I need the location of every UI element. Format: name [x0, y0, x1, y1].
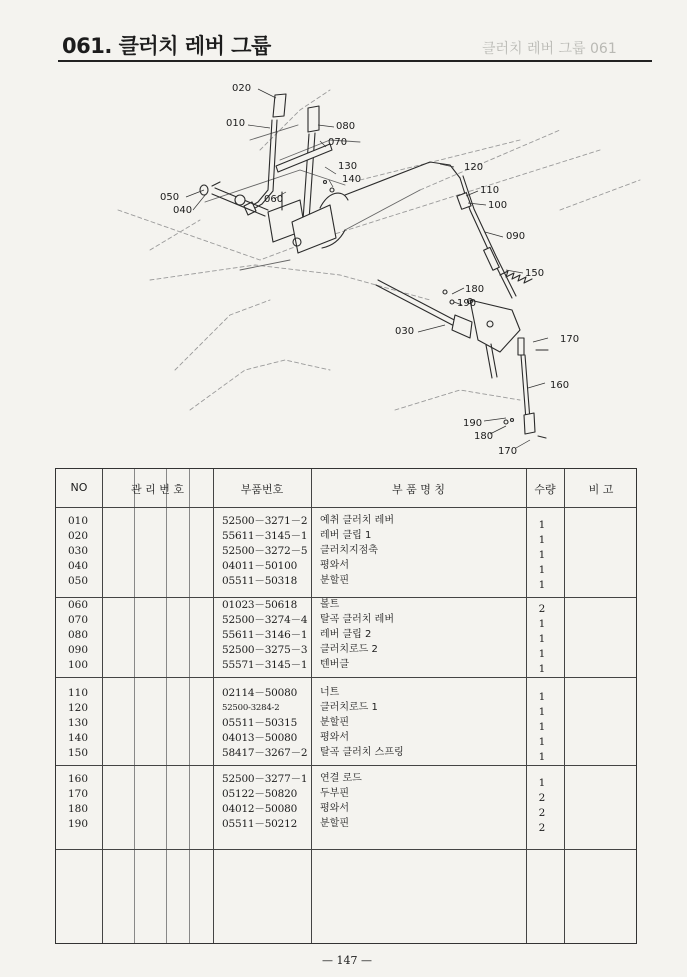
callout-170b: 170	[498, 446, 518, 457]
cell-part-name: 클러치지점축	[320, 545, 378, 556]
table-row	[56, 816, 636, 832]
cell-no: 100	[68, 659, 89, 671]
cell-qty: 1	[538, 751, 546, 763]
cell-qty: 1	[538, 579, 546, 591]
table-row	[56, 528, 636, 544]
cell-part-name: 평와서	[320, 560, 349, 571]
table-row	[56, 543, 636, 559]
cell-part-name: 평와서	[320, 732, 349, 743]
cell-qty: 1	[538, 777, 546, 789]
cell-qty: 1	[538, 721, 546, 733]
cell-part-name: 분할핀	[320, 717, 349, 728]
table-row	[56, 558, 636, 574]
table-row	[56, 612, 636, 628]
cell-part-name: 클러치로드 2	[320, 644, 378, 655]
cell-qty: 1	[538, 519, 546, 531]
cell-qty: 1	[538, 534, 546, 546]
table-row	[56, 745, 636, 761]
cell-no: 030	[68, 545, 89, 557]
callout-010: 010	[226, 118, 246, 129]
callout-080: 080	[336, 121, 356, 132]
cell-part-no: 55571－3145－1	[222, 659, 308, 671]
clutch-rod	[345, 162, 516, 298]
header-rule	[56, 507, 636, 508]
callout-120: 120	[464, 162, 484, 173]
cell-qty: 2	[538, 807, 546, 819]
callout-030: 030	[395, 326, 415, 337]
cell-part-name: 분할핀	[320, 575, 349, 586]
cell-part-no: 01023－50618	[222, 599, 298, 611]
callout-040: 040	[173, 205, 193, 216]
cell-part-name: 탈곡 클러치 스프링	[320, 747, 404, 758]
group-rule	[56, 849, 636, 850]
parts-diagram	[0, 70, 687, 470]
cell-part-no: 05511－50315	[222, 717, 298, 729]
cell-qty: 1	[538, 549, 546, 561]
cell-part-no: 04013－50080	[222, 732, 298, 744]
table-row	[56, 597, 636, 613]
callout-090: 090	[506, 231, 526, 242]
cell-part-no: 04012－50080	[222, 803, 298, 815]
group-rule	[56, 765, 636, 766]
page-number: — 147 —	[322, 954, 372, 967]
clutch-fulcrum-shaft	[376, 280, 472, 338]
table-row	[56, 513, 636, 529]
cell-part-name: 레버 클립 2	[320, 629, 372, 640]
cell-part-no: 04011－50100	[222, 560, 298, 572]
cell-part-name: 텐버클	[320, 659, 349, 670]
cell-qty: 2	[538, 603, 546, 615]
cell-part-no: 52500－3274－4	[222, 614, 308, 626]
callout-110: 110	[480, 185, 500, 196]
cell-no: 120	[68, 702, 89, 714]
cell-no: 090	[68, 644, 89, 656]
callout-150: 150	[525, 268, 545, 279]
cell-no: 040	[68, 560, 89, 572]
callout-190b: 190	[463, 418, 483, 429]
cell-part-no: 52500-3284-2	[222, 703, 280, 713]
cell-no: 070	[68, 614, 89, 626]
cell-qty: 1	[538, 663, 546, 675]
callout-180: 180	[465, 284, 485, 295]
cell-no: 060	[68, 599, 89, 611]
title-rule	[58, 60, 652, 62]
callout-020: 020	[232, 83, 252, 94]
table-row	[56, 573, 636, 589]
cell-no: 130	[68, 717, 89, 729]
table-row	[56, 642, 636, 658]
cell-part-no: 52500－3272－5	[222, 545, 308, 557]
cell-part-name: 예취 클러치 레버	[320, 515, 394, 526]
header-management-no: 관 리 번 호	[131, 483, 184, 496]
cell-qty: 1	[538, 691, 546, 703]
table-row	[56, 771, 636, 787]
callout-190: 190	[457, 298, 477, 309]
parts-table	[55, 468, 637, 944]
cell-qty: 1	[538, 706, 546, 718]
machine-outline	[118, 90, 640, 410]
cell-part-no: 55611－3145－1	[222, 530, 308, 542]
table-row	[56, 730, 636, 746]
cell-part-no: 05122－50820	[222, 788, 298, 800]
callout-140: 140	[342, 174, 362, 185]
page-title: 061. 클러치 레버 그룹	[62, 34, 271, 58]
cell-part-no: 52500－3271－2	[222, 515, 308, 527]
cell-no: 010	[68, 515, 89, 527]
cell-qty: 1	[538, 648, 546, 660]
cell-part-name: 볼트	[320, 599, 340, 610]
table-row	[56, 627, 636, 643]
cell-no: 150	[68, 747, 89, 759]
cell-part-no: 02114－50080	[222, 687, 298, 699]
cell-part-no: 58417－3267－2	[222, 747, 308, 759]
cell-part-name: 레버 클립 1	[320, 530, 372, 541]
callout-180b: 180	[474, 431, 494, 442]
cell-no: 190	[68, 818, 89, 830]
cell-qty: 2	[538, 822, 546, 834]
cell-qty: 1	[538, 633, 546, 645]
cell-part-no: 52500－3277－1	[222, 773, 308, 785]
cell-qty: 1	[538, 564, 546, 576]
cell-part-no: 55611－3146－1	[222, 629, 308, 641]
callout-100: 100	[488, 200, 508, 211]
header-part-no: 부품번호	[240, 483, 284, 496]
group-rule	[56, 677, 636, 678]
cell-qty: 2	[538, 792, 546, 804]
cell-part-name: 연결 로드	[320, 773, 362, 784]
bell-crank	[468, 299, 521, 379]
callout-130: 130	[338, 161, 358, 172]
cell-part-name: 탈곡 클러치 레버	[320, 614, 394, 625]
table-row	[56, 801, 636, 817]
lever-070	[303, 106, 319, 220]
header-qty: 수량	[534, 483, 556, 496]
cell-qty: 1	[538, 618, 546, 630]
callout-160: 160	[550, 380, 570, 391]
cell-no: 140	[68, 732, 89, 744]
header-part-name: 부 품 명 칭	[392, 483, 445, 496]
callout-050: 050	[160, 192, 180, 203]
cell-qty: 1	[538, 736, 546, 748]
cell-no: 170	[68, 788, 89, 800]
table-row	[56, 715, 636, 731]
cell-no: 020	[68, 530, 89, 542]
table-row	[56, 657, 636, 673]
cell-part-name: 너트	[320, 687, 340, 698]
cell-no: 050	[68, 575, 89, 587]
bleed-through-title: 클러치 레버 그룹 061	[482, 41, 617, 57]
header-remarks: 비 고	[588, 483, 614, 496]
table-row	[56, 700, 636, 716]
cell-no: 160	[68, 773, 89, 785]
cell-part-name: 클러치로드 1	[320, 702, 378, 713]
cell-no: 180	[68, 803, 89, 815]
cell-part-no: 52500－3275－3	[222, 644, 308, 656]
callout-170: 170	[560, 334, 580, 345]
cell-no: 080	[68, 629, 89, 641]
table-row	[56, 685, 636, 701]
cell-part-name: 분할핀	[320, 818, 349, 829]
callout-070: 070	[328, 137, 348, 148]
cell-part-no: 05511－50318	[222, 575, 298, 587]
cell-part-name: 두부핀	[320, 788, 349, 799]
callout-060: 060	[264, 194, 284, 205]
cell-part-no: 05511－50212	[222, 818, 298, 830]
cell-part-name: 평와서	[320, 803, 349, 814]
table-row	[56, 786, 636, 802]
cell-no: 110	[68, 687, 89, 699]
header-no: NO	[70, 481, 88, 494]
